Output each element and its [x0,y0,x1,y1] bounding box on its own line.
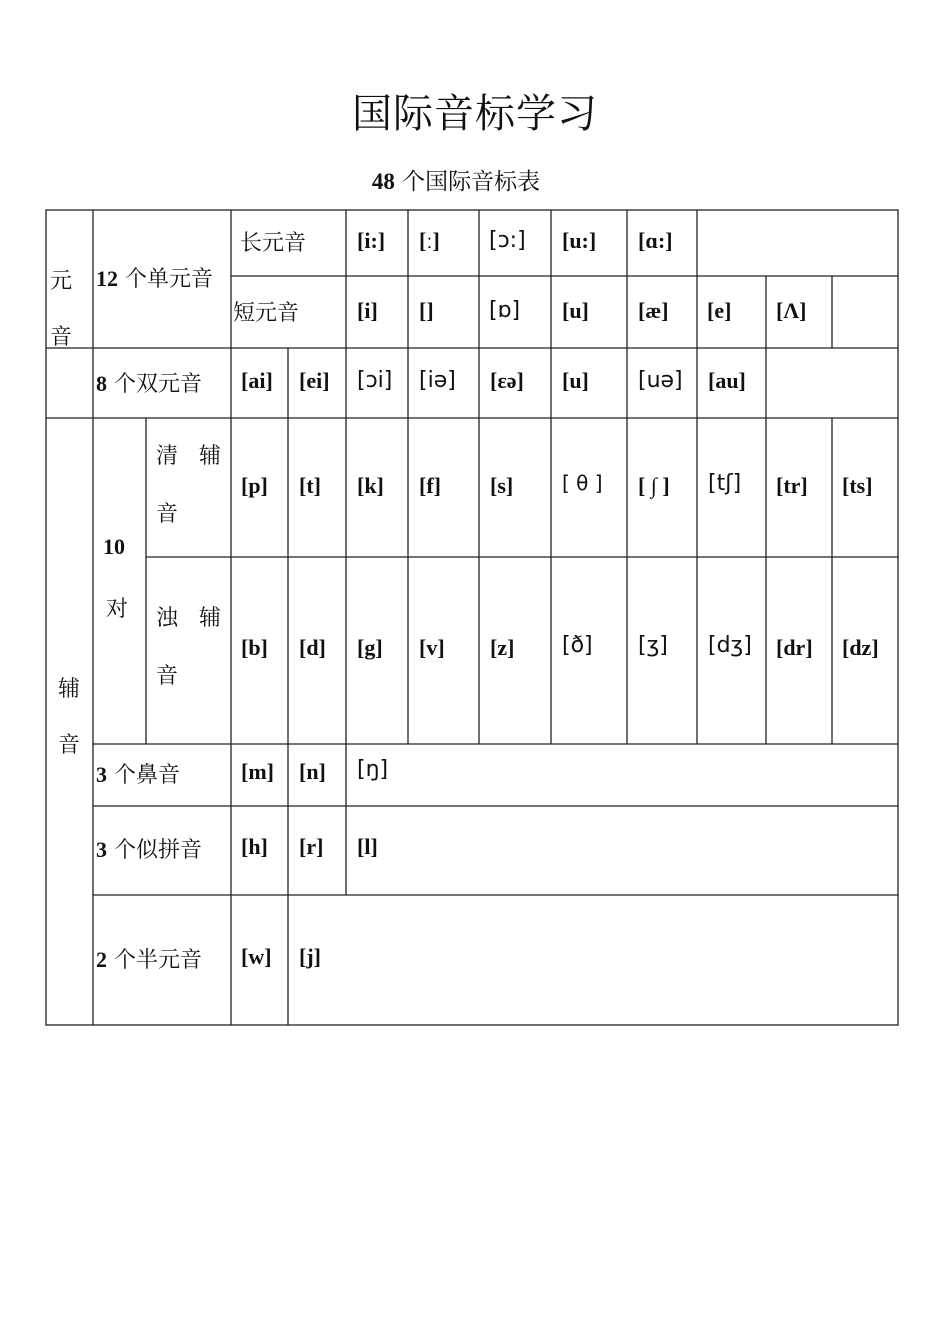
semivowel-symbol: [j] [299,944,321,969]
voiceless-consonant-symbol: [p] [241,473,268,498]
nasal-group-label [96,758,180,789]
monophthong-group-label [96,262,213,293]
diphthong-symbol: [ai] [241,368,273,393]
nasal-symbol: [m] [241,759,274,784]
voiced-consonant-symbol: [z] [490,635,515,660]
voiceless-consonant-symbol: [tʃ] [708,471,742,496]
voiced-label-line-1: 浊 辅 [156,606,221,631]
short-vowel-symbol: [u] [562,298,589,323]
diphthong-label-text: 个双元音 [107,372,202,397]
voiceless-consonant-symbol: [s] [490,473,514,498]
short-vowel-symbol: [ɒ] [489,298,521,323]
voiceless-consonant-symbol: [ts] [842,473,873,498]
liquid-symbol: [l] [357,834,378,859]
voiceless-consonant-symbol: [f] [419,473,441,498]
nasal-symbol: [ŋ] [357,757,389,782]
liquid-symbol: [r] [299,834,324,859]
vowel-section-label [49,254,73,366]
voiced-consonant-label [156,590,221,706]
voiced-consonant-symbol: [v] [419,635,445,660]
vowel-label-char-2: 音 [49,325,72,350]
diphthong-count: 8 [96,371,107,396]
consonant-label-char-2: 音 [57,733,80,758]
semivowel-label-text: 个半元音 [107,948,202,973]
consonant-label-char-1: 辅 [57,677,80,702]
short-vowel-symbol: [Λ] [776,298,807,323]
diphthong-group-label [96,367,202,398]
voiced-consonant-symbol: [g] [357,635,383,660]
voiced-consonant-symbol: [ʒ] [638,633,668,658]
voiced-consonant-symbol: [dz] [842,635,879,660]
voiceless-consonant-symbol: [ θ ] [562,471,603,495]
pair-label: 对 [106,597,129,622]
page-title: 国际音标学习 [352,91,598,137]
long-vowel-symbol: [ː] [419,228,440,253]
semivowel-count: 2 [96,947,107,972]
voiced-consonant-symbol: [b] [241,635,268,660]
voiced-consonant-symbol: [d] [299,635,326,660]
short-vowel-symbol: [i] [357,298,378,323]
liquid-label-text: 个似拼音 [107,838,202,863]
voiced-consonant-symbol: [dʒ] [708,633,752,658]
liquid-group-label [96,833,202,864]
diphthong-symbol: [ɔi] [357,368,393,393]
diphthong-symbol: [au] [708,368,746,393]
voiceless-consonant-symbol: [ ∫ ] [638,473,670,498]
vowel-label-char-1: 元 [49,269,72,294]
short-vowel-symbol: [æ] [638,298,669,323]
voiced-label-line-2: 音 [156,664,179,689]
caption-text: 个国际音标表 [394,169,541,195]
voiced-consonant-symbol: [dr] [776,635,813,660]
diphthong-symbol: [u] [562,368,589,393]
nasal-count: 3 [96,762,107,787]
diphthong-symbol: [ei] [299,368,330,393]
voiceless-consonant-symbol: [t] [299,473,321,498]
long-vowel-label: 长元音 [240,231,307,256]
diphthong-symbol: [iə] [419,368,456,393]
nasal-symbol: [n] [299,759,326,784]
long-vowel-symbol: [u:] [562,228,597,253]
liquid-count: 3 [96,837,107,862]
liquid-symbol: [h] [241,834,268,859]
voiceless-consonant-symbol: [tr] [776,473,808,498]
nasal-label-text: 个鼻音 [107,763,180,788]
short-vowel-symbol: [] [419,298,434,323]
diphthong-symbol: [εə] [490,368,524,393]
caption-number: 48 [371,169,395,194]
long-vowel-symbol: [ɑ:] [638,228,673,253]
voiced-consonant-symbol: [ð] [562,633,593,658]
short-vowel-label: 短元音 [233,301,300,326]
monophthong-label-text: 个单元音 [118,267,213,292]
short-vowel-symbol: [e] [707,298,732,323]
pair-count: 10 [103,534,125,559]
voiceless-label-line-1: 清 辅 [156,444,221,469]
long-vowel-symbol: [i:] [357,228,386,253]
consonant-section-label [57,662,81,774]
semivowel-group-label [96,943,202,974]
voiceless-consonant-symbol: [k] [357,473,384,498]
long-vowel-symbol: [ɔ:] [489,228,526,253]
diphthong-symbol: [uə] [638,368,683,393]
voiceless-consonant-label [156,428,221,544]
semivowel-symbol: [w] [241,944,272,969]
monophthong-count: 12 [96,266,118,291]
voiceless-label-line-2: 音 [156,502,179,527]
